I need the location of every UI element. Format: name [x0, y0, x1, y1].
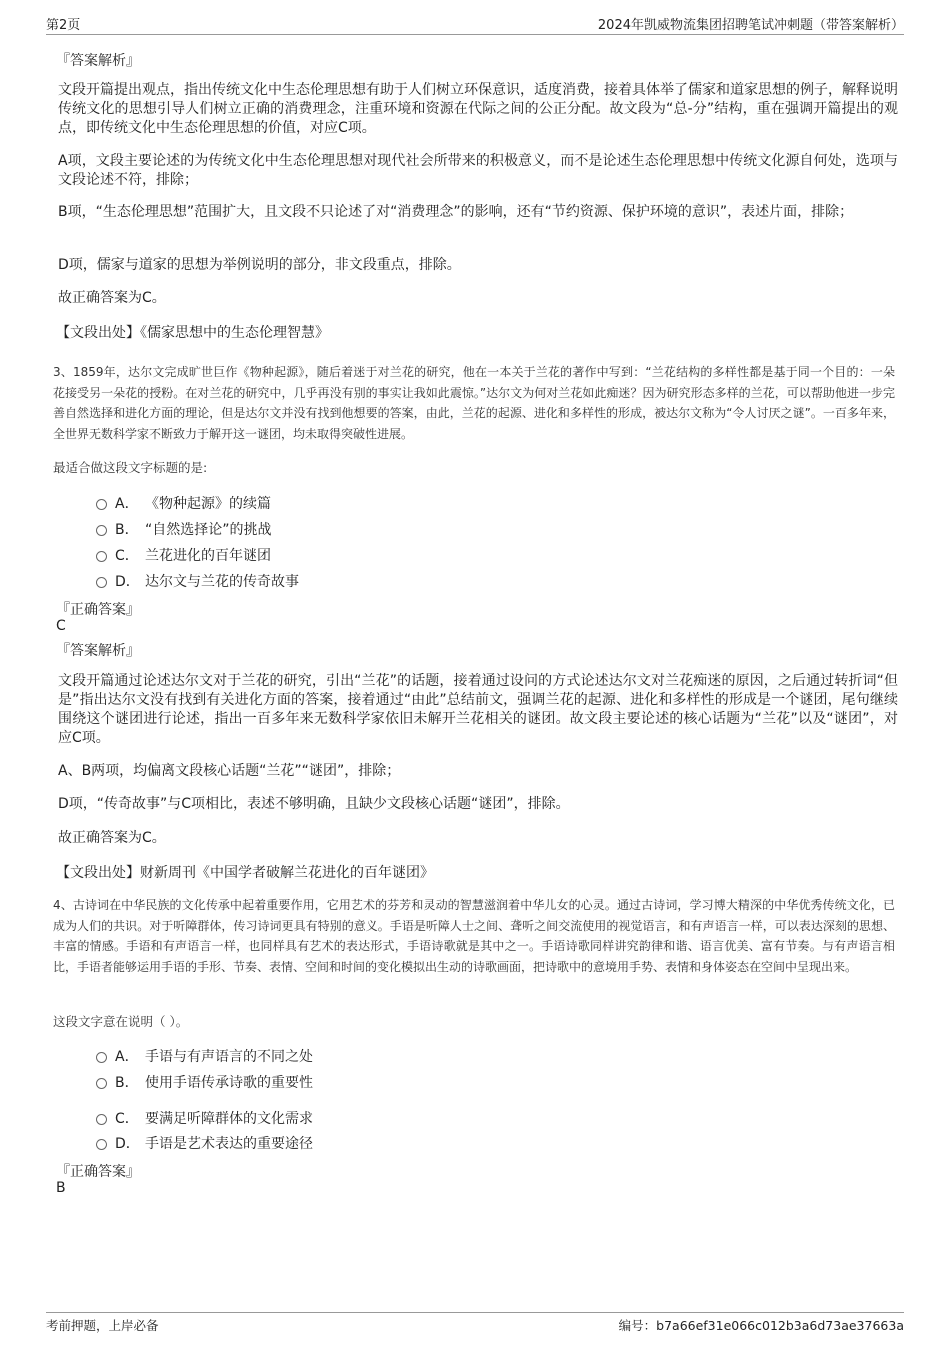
option-a[interactable]: A． 《物种起源》的续篇 [96, 493, 271, 513]
prev-analysis-paragraph: D项，儒家与道家的思想为举例说明的部分，非文段重点，排除。 [58, 257, 461, 273]
analysis-paragraph: D项，“传奇故事”与C项相比，表述不够明确，且缺少文段核心话题“谜团”，排除。 [58, 796, 570, 812]
question-prompt: 这段文字意在说明（ ）。 [53, 1014, 189, 1029]
footer-slogan: 考前押题，上岸必备 [46, 1318, 159, 1333]
radio-button[interactable] [96, 499, 107, 510]
answer-value: B [56, 1180, 66, 1196]
radio-button[interactable] [96, 577, 107, 588]
radio-button[interactable] [96, 1139, 107, 1150]
analysis-heading: 『答案解析』 [56, 643, 140, 659]
option-c[interactable]: C． 要满足听障群体的文化需求 [96, 1108, 313, 1128]
analysis-paragraph: 故正确答案为C。 [58, 830, 166, 846]
page-number: 第2页 [46, 18, 81, 33]
question-stem: 3、1859年，达尔文完成旷世巨作《物种起源》，随后着迷于对兰花的研究，他在一本关于兰花的著作中写到：“兰花结构的多样性都是基于同一个目的：一朵花接受另一朵花的授粉。在对兰花的研究中，几乎再没有别的事实让我如此震惊。”达尔文为何对兰花如此痴迷？因为研究形态多样的兰花，可以帮助他进一步完善自然选择和进化方面的理论，但是达尔文并没有找到他想要的答案，由此，兰花的起源、进化和多样性的形成，被达尔文称为“令人讨厌之谜”。一百多年来，全世界无数科学家不断致力于解开这一谜团，均未取得突破性进展。 [53, 365, 895, 441]
answer-heading: 『正确答案』 [56, 602, 140, 618]
document-id: 编号：b7a66ef31e066c012b3a6d73ae37663a [618, 1318, 904, 1333]
radio-button[interactable] [96, 1078, 107, 1089]
page-header [46, 12, 904, 35]
prev-analysis-heading: 『答案解析』 [56, 53, 140, 69]
option-b[interactable]: B． “自然选择论”的挑战 [96, 519, 272, 539]
prev-analysis-paragraph: 文段开篇提出观点，指出传统文化中生态伦理思想有助于人们树立环保意识，适度消费，接着具体举了儒家和道家思想的例子，解释说明传统文化的思想引导人们树立正确的消费理念，注重环境和资源在代际之间的公正分配。故文段为“总-分”结构，重在强调开篇提出的观点，即传统文化中生态伦理思想的价值，对应C项。 [58, 82, 898, 136]
analysis-source: 【文段出处】财新周刊《中国学者破解兰花进化的百年谜团》 [56, 865, 434, 881]
radio-button[interactable] [96, 525, 107, 536]
prev-source: 【文段出处】《儒家思想中的生态伦理智慧》 [56, 325, 329, 341]
document-title: 2024年凯威物流集团招聘笔试冲刺题（带答案解析） [597, 18, 904, 33]
option-a[interactable]: A． 手语与有声语言的不同之处 [96, 1046, 313, 1066]
prev-analysis-paragraph: 故正确答案为C。 [58, 290, 166, 306]
option-d[interactable]: D． 达尔文与兰花的传奇故事 [96, 571, 299, 591]
answer-value: C [56, 618, 66, 634]
option-d[interactable]: D． 手语是艺术表达的重要途径 [96, 1133, 313, 1153]
radio-button[interactable] [96, 551, 107, 562]
analysis-paragraph: 文段开篇通过论述达尔文对于兰花的研究，引出“兰花”的话题，接着通过设问的方式论述达尔文对兰花痴迷的原因，之后通过转折词“但是”指出达尔文没有找到有关进化方面的答案，接着通过“由此”总结前文，强调兰花的起源、进化和多样性的形成是一个谜团，尾句继续围绕这个谜团进行论述，指出一百多年来无数科学家依旧未解开兰花相关的谜团。故文段主要论述的核心话题为“兰花”以及“谜团”，对应C项。 [58, 673, 898, 746]
option-b[interactable]: B． 使用手语传承诗歌的重要性 [96, 1072, 313, 1092]
page-footer [46, 1312, 904, 1334]
radio-button[interactable] [96, 1114, 107, 1125]
radio-button[interactable] [96, 1052, 107, 1063]
answer-heading: 『正确答案』 [56, 1164, 140, 1180]
option-c[interactable]: C． 兰花进化的百年谜团 [96, 545, 271, 565]
prev-analysis-paragraph: A项，文段主要论述的为传统文化中生态伦理思想对现代社会所带来的积极意义，而不是论述生态伦理思想中传统文化源自何处，选项与文段论述不符，排除； [58, 153, 898, 188]
analysis-paragraph: A、B两项，均偏离文段核心话题“兰花”“谜团”，排除； [58, 763, 401, 779]
prev-analysis-paragraph: B项，“生态伦理思想”范围扩大，且文段不只论述了对“消费理念”的影响，还有“节约资源、保护环境的意识”，表述片面，排除； [58, 204, 854, 220]
question-prompt: 最适合做这段文字标题的是: [53, 460, 208, 475]
question-stem: 4、古诗词在中华民族的文化传承中起着重要作用，它用艺术的芬芳和灵动的智慧滋润着中华儿女的心灵。通过古诗词，学习博大精深的中华优秀传统文化，已成为人们的共识。对于听障群体，传习诗词更具有特别的意义。手语是听障人士之间、聋听之间交流使用的视觉语言，和有声语言一样，可以表达深刻的思想、丰富的情感。手语和有声语言一样，也同样具有艺术的表达形式，手语诗歌就是其中之一。手语诗歌同样讲究韵律和谐、语言优美、富有节奏。与有声语言相比，手语者能够运用手语的手形、节奏、表情、空间和时间的变化模拟出生动的诗歌画面，把诗歌中的意境用手势、表情和身体姿态在空间中呈现出来。 [53, 898, 895, 974]
